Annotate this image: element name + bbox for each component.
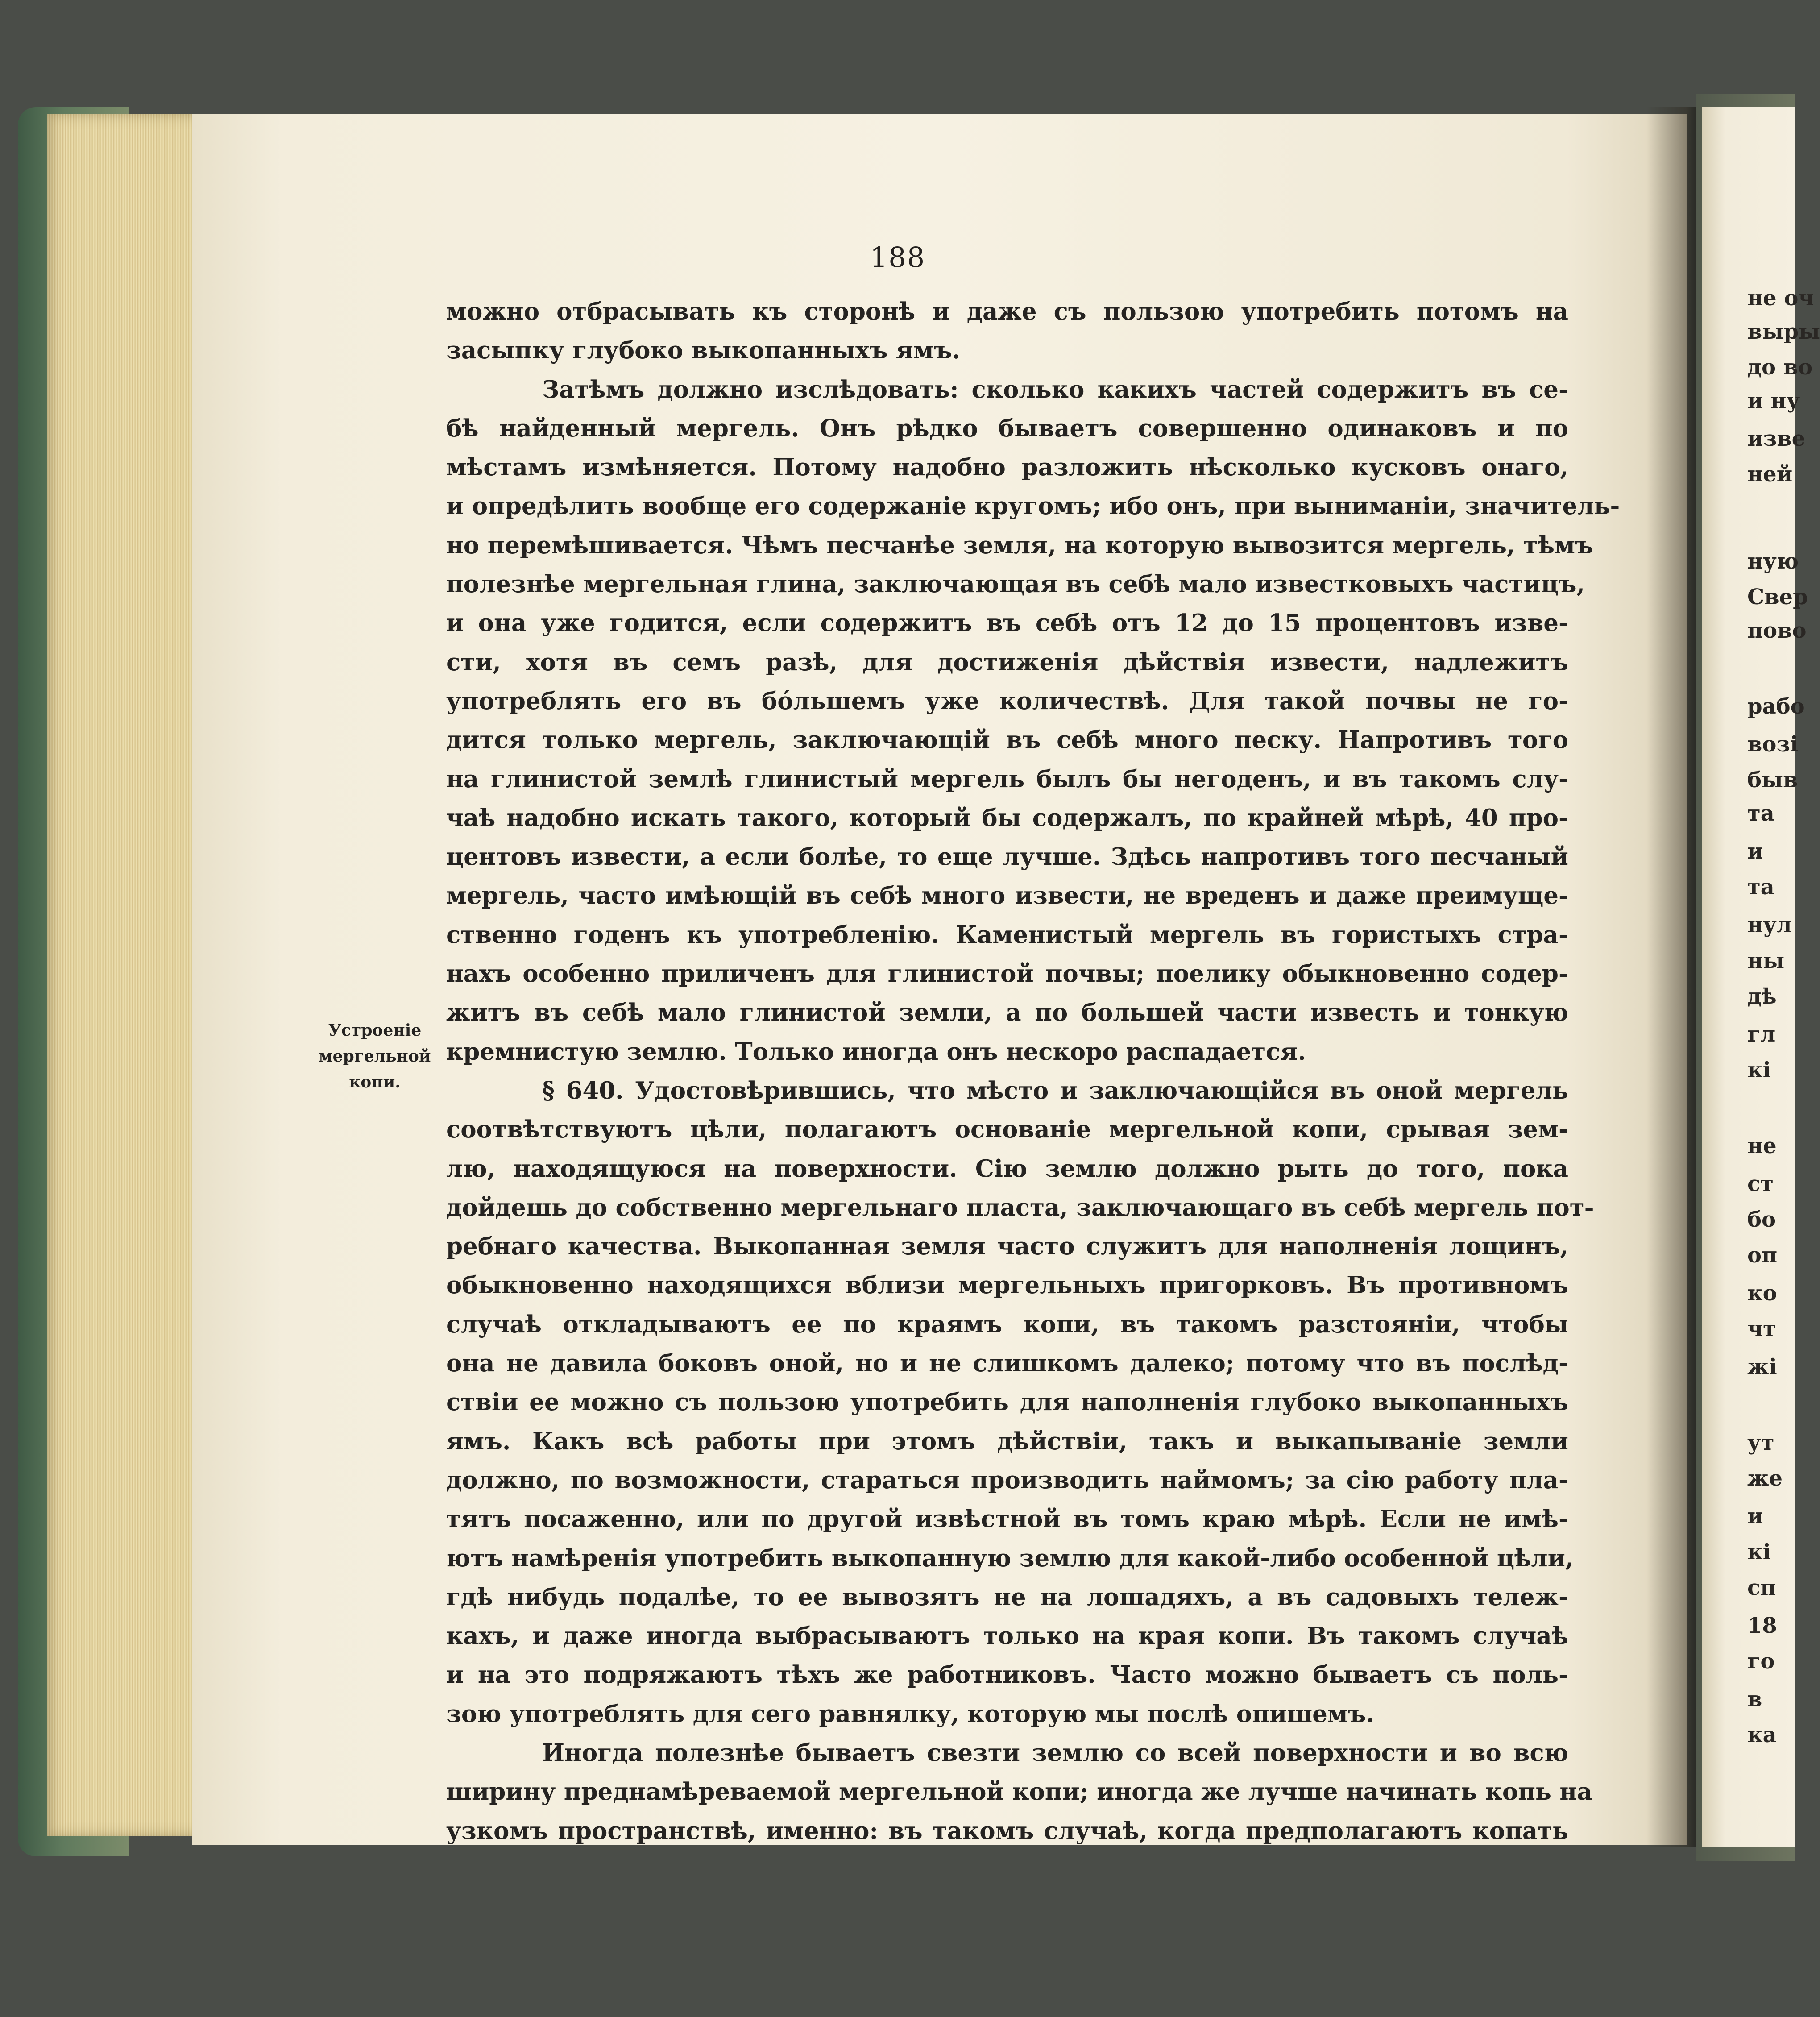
margin-note-line: мергельной	[319, 1047, 431, 1066]
right-page-fragment: та	[1747, 801, 1774, 826]
left-page-edges	[47, 114, 207, 1836]
text-line: узкомъ пространствѣ, именно: въ такомъ случаѣ, когда предполагаютъ копать	[446, 1817, 1568, 1845]
gutter-shadow	[1646, 107, 1696, 1847]
text-line: ширину преднамѣреваемой мергельной копи; иногда же лучше начинать копь на	[446, 1778, 1592, 1806]
text-line: чаѣ надобно искать такого, который бы содержалъ, по крайней мѣрѣ, 40 про-	[446, 804, 1568, 832]
body-text	[446, 292, 1620, 1851]
page-number: 188	[870, 241, 926, 274]
text-line: ственно годенъ къ употребленію. Каменистый мергель въ гористыхъ стра-	[446, 921, 1568, 949]
text-line: но перемѣшивается. Чѣмъ песчанѣе земля, на которую вывозится мергель, тѣмъ	[446, 531, 1593, 559]
text-line: центовъ извести, а если болѣе, то еще лучше. Здѣсь напротивъ того песчаный	[446, 843, 1568, 871]
text-line: употреблять его въ бо́льшемъ уже количествѣ. Для такой почвы не го-	[446, 687, 1568, 715]
text-line: ребнаго качества. Выкопанная земля часто служитъ для наполненія лощинъ,	[446, 1233, 1568, 1261]
text-line: и она уже годится, если содержитъ въ себѣ отъ 12 до 15 процентовъ изве-	[446, 609, 1568, 637]
right-page-fragment: ст	[1747, 1171, 1774, 1196]
text-line: мергель, часто имѣющій въ себѣ много извести, не вреденъ и даже преимуще-	[446, 882, 1568, 910]
right-page-fragment: пово	[1747, 618, 1807, 643]
text-line: она не давила боковъ оной, но и не слишкомъ далеко; потому что въ послѣд-	[446, 1349, 1568, 1378]
right-page-fragment: рабо	[1747, 694, 1805, 719]
right-page-fragment: нул	[1747, 913, 1792, 938]
text-line: соотвѣтствуютъ цѣли, полагаютъ основаніе мергельной копи, срывая зем-	[446, 1116, 1568, 1144]
right-page-fragment: чт	[1747, 1316, 1776, 1341]
text-line: § 640. Удостовѣрившись, что мѣсто и заключающійся въ оной мергель	[542, 1076, 1568, 1104]
right-page-fragment: ную	[1747, 549, 1799, 574]
right-page-fragment: не	[1747, 1133, 1777, 1158]
text-line: бѣ найденный мергель. Онъ рѣдко бываетъ совершенно одинаковъ и по	[446, 414, 1568, 442]
right-page-fragment: выры	[1747, 319, 1820, 344]
text-line: нахъ особенно приличенъ для глинистой почвы; поелику обыкновенно содер-	[446, 960, 1568, 988]
text-line: житъ въ себѣ мало глинистой земли, а по большей части известь и тонкую	[446, 999, 1568, 1027]
text-line: засыпку глубоко выкопанныхъ ямъ.	[446, 336, 960, 365]
text-line: кахъ, и даже иногда выбрасываютъ только на края копи. Въ такомъ случаѣ	[446, 1622, 1568, 1650]
right-page-fragment: возі	[1747, 732, 1799, 757]
text-line: и опредѣлить вообще его содержаніе кругомъ; ибо онъ, при выниманіи, значитель-	[446, 492, 1620, 520]
right-page-fragment: изве	[1747, 426, 1806, 451]
text-line: тятъ посаженно, или по другой извѣстной въ томъ краю мѣрѣ. Если не имѣ-	[446, 1505, 1568, 1533]
right-page-fragment: ут	[1747, 1430, 1774, 1455]
right-page-fragment: кі	[1747, 1540, 1771, 1565]
right-page-fragment: Свер	[1747, 585, 1808, 610]
right-page-fragment: та	[1747, 875, 1774, 900]
text-line: Затѣмъ должно изслѣдовать: сколько какихъ частей содержитъ въ се-	[542, 375, 1568, 403]
text-line: на глинистой землѣ глинистый мергель былъ бы негоденъ, и въ такомъ слу-	[446, 765, 1568, 793]
text-line: ствіи ее можно съ пользою употребить для наполненія глубоко выкопанныхъ	[446, 1388, 1568, 1416]
right-page-fragment: и ну	[1747, 388, 1800, 413]
right-page-fragment: же	[1747, 1466, 1783, 1491]
text-line: сти, хотя въ семъ разѣ, для достиженія дѣйствія извести, надлежитъ	[446, 648, 1568, 676]
right-page-fragment: жі	[1747, 1354, 1777, 1379]
right-page-text-fragments	[1740, 0, 1820, 2017]
text-line: должно, по возможности, стараться производить наймомъ; за сію работу пла-	[446, 1466, 1568, 1494]
text-line: дится только мергель, заключающій въ себѣ много песку. Напротивъ того	[446, 726, 1568, 754]
right-page-fragment: ко	[1747, 1281, 1777, 1306]
right-page-fragment: и	[1747, 1504, 1763, 1529]
text-line: дойдешь до собственно мергельнаго пласта, заключающаго въ себѣ мергель пот-	[446, 1193, 1594, 1221]
right-page-fragment: до во	[1747, 355, 1813, 380]
margin-note	[312, 1017, 437, 1095]
right-page-fragment: быв	[1747, 768, 1798, 793]
right-page-fragment: го	[1747, 1649, 1775, 1674]
text-line: случаѣ откладываютъ ее по краямъ копи, въ такомъ разстояніи, чтобы	[446, 1310, 1568, 1338]
text-line: обыкновенно находящихся вблизи мергельныхъ пригорковъ. Въ противномъ	[446, 1271, 1568, 1299]
text-line: можно отбрасывать къ сторонѣ и даже съ пользою употребить потомъ на	[446, 298, 1568, 325]
right-page-fragment: оп	[1747, 1243, 1778, 1268]
right-page-fragment: и	[1747, 839, 1763, 864]
text-line: кремнистую землю. Только иногда онъ нескоро распадается.	[446, 1038, 1306, 1066]
text-line: Иногда полезнѣе бываетъ свезти землю со всей поверхности и во всю	[542, 1739, 1568, 1767]
text-line: ямъ. Какъ всѣ работы при этомъ дѣйствіи, такъ и выкапываніе земли	[446, 1427, 1568, 1455]
right-page-fragment: в	[1747, 1687, 1762, 1712]
right-page-fragment: не оч	[1747, 286, 1814, 311]
margin-note-line: Устроеніе	[328, 1021, 422, 1040]
right-page-fragment: ка	[1747, 1722, 1777, 1747]
right-page-fragment: ны	[1747, 948, 1785, 973]
right-page-fragment: ней	[1747, 462, 1793, 487]
text-line: гдѣ нибудь подалѣе, то ее вывозятъ не на лошадяхъ, а въ садовыхъ тележ-	[446, 1583, 1568, 1611]
right-page-fragment: сп	[1747, 1575, 1776, 1600]
text-line: полезнѣе мергельная глина, заключающая въ себѣ мало известковыхъ частицъ,	[446, 570, 1585, 598]
text-line: лю, находящуюся на поверхности. Сію землю должно рыть до того, пока	[446, 1154, 1568, 1183]
right-page-fragment: бо	[1747, 1207, 1776, 1232]
text-line: и на это подряжаютъ тѣхъ же работниковъ. Часто можно бываетъ съ поль-	[446, 1661, 1568, 1689]
right-page-fragment: гл	[1747, 1022, 1776, 1047]
right-page-fragment: дѣ	[1747, 984, 1777, 1009]
right-page-fragment: кі	[1747, 1058, 1771, 1083]
text-line: ютъ намѣренія употребить выкопанную землю для какой-либо особенной цѣли,	[446, 1544, 1574, 1572]
text-line: зою употреблять для сего равнялку, которую мы послѣ опишемъ.	[446, 1700, 1375, 1728]
margin-note-line: копи.	[349, 1073, 401, 1092]
text-line: мѣстамъ измѣняется. Потому надобно разложить нѣсколько кусковъ онаго,	[446, 453, 1568, 481]
right-page-fragment: 18	[1747, 1613, 1777, 1638]
